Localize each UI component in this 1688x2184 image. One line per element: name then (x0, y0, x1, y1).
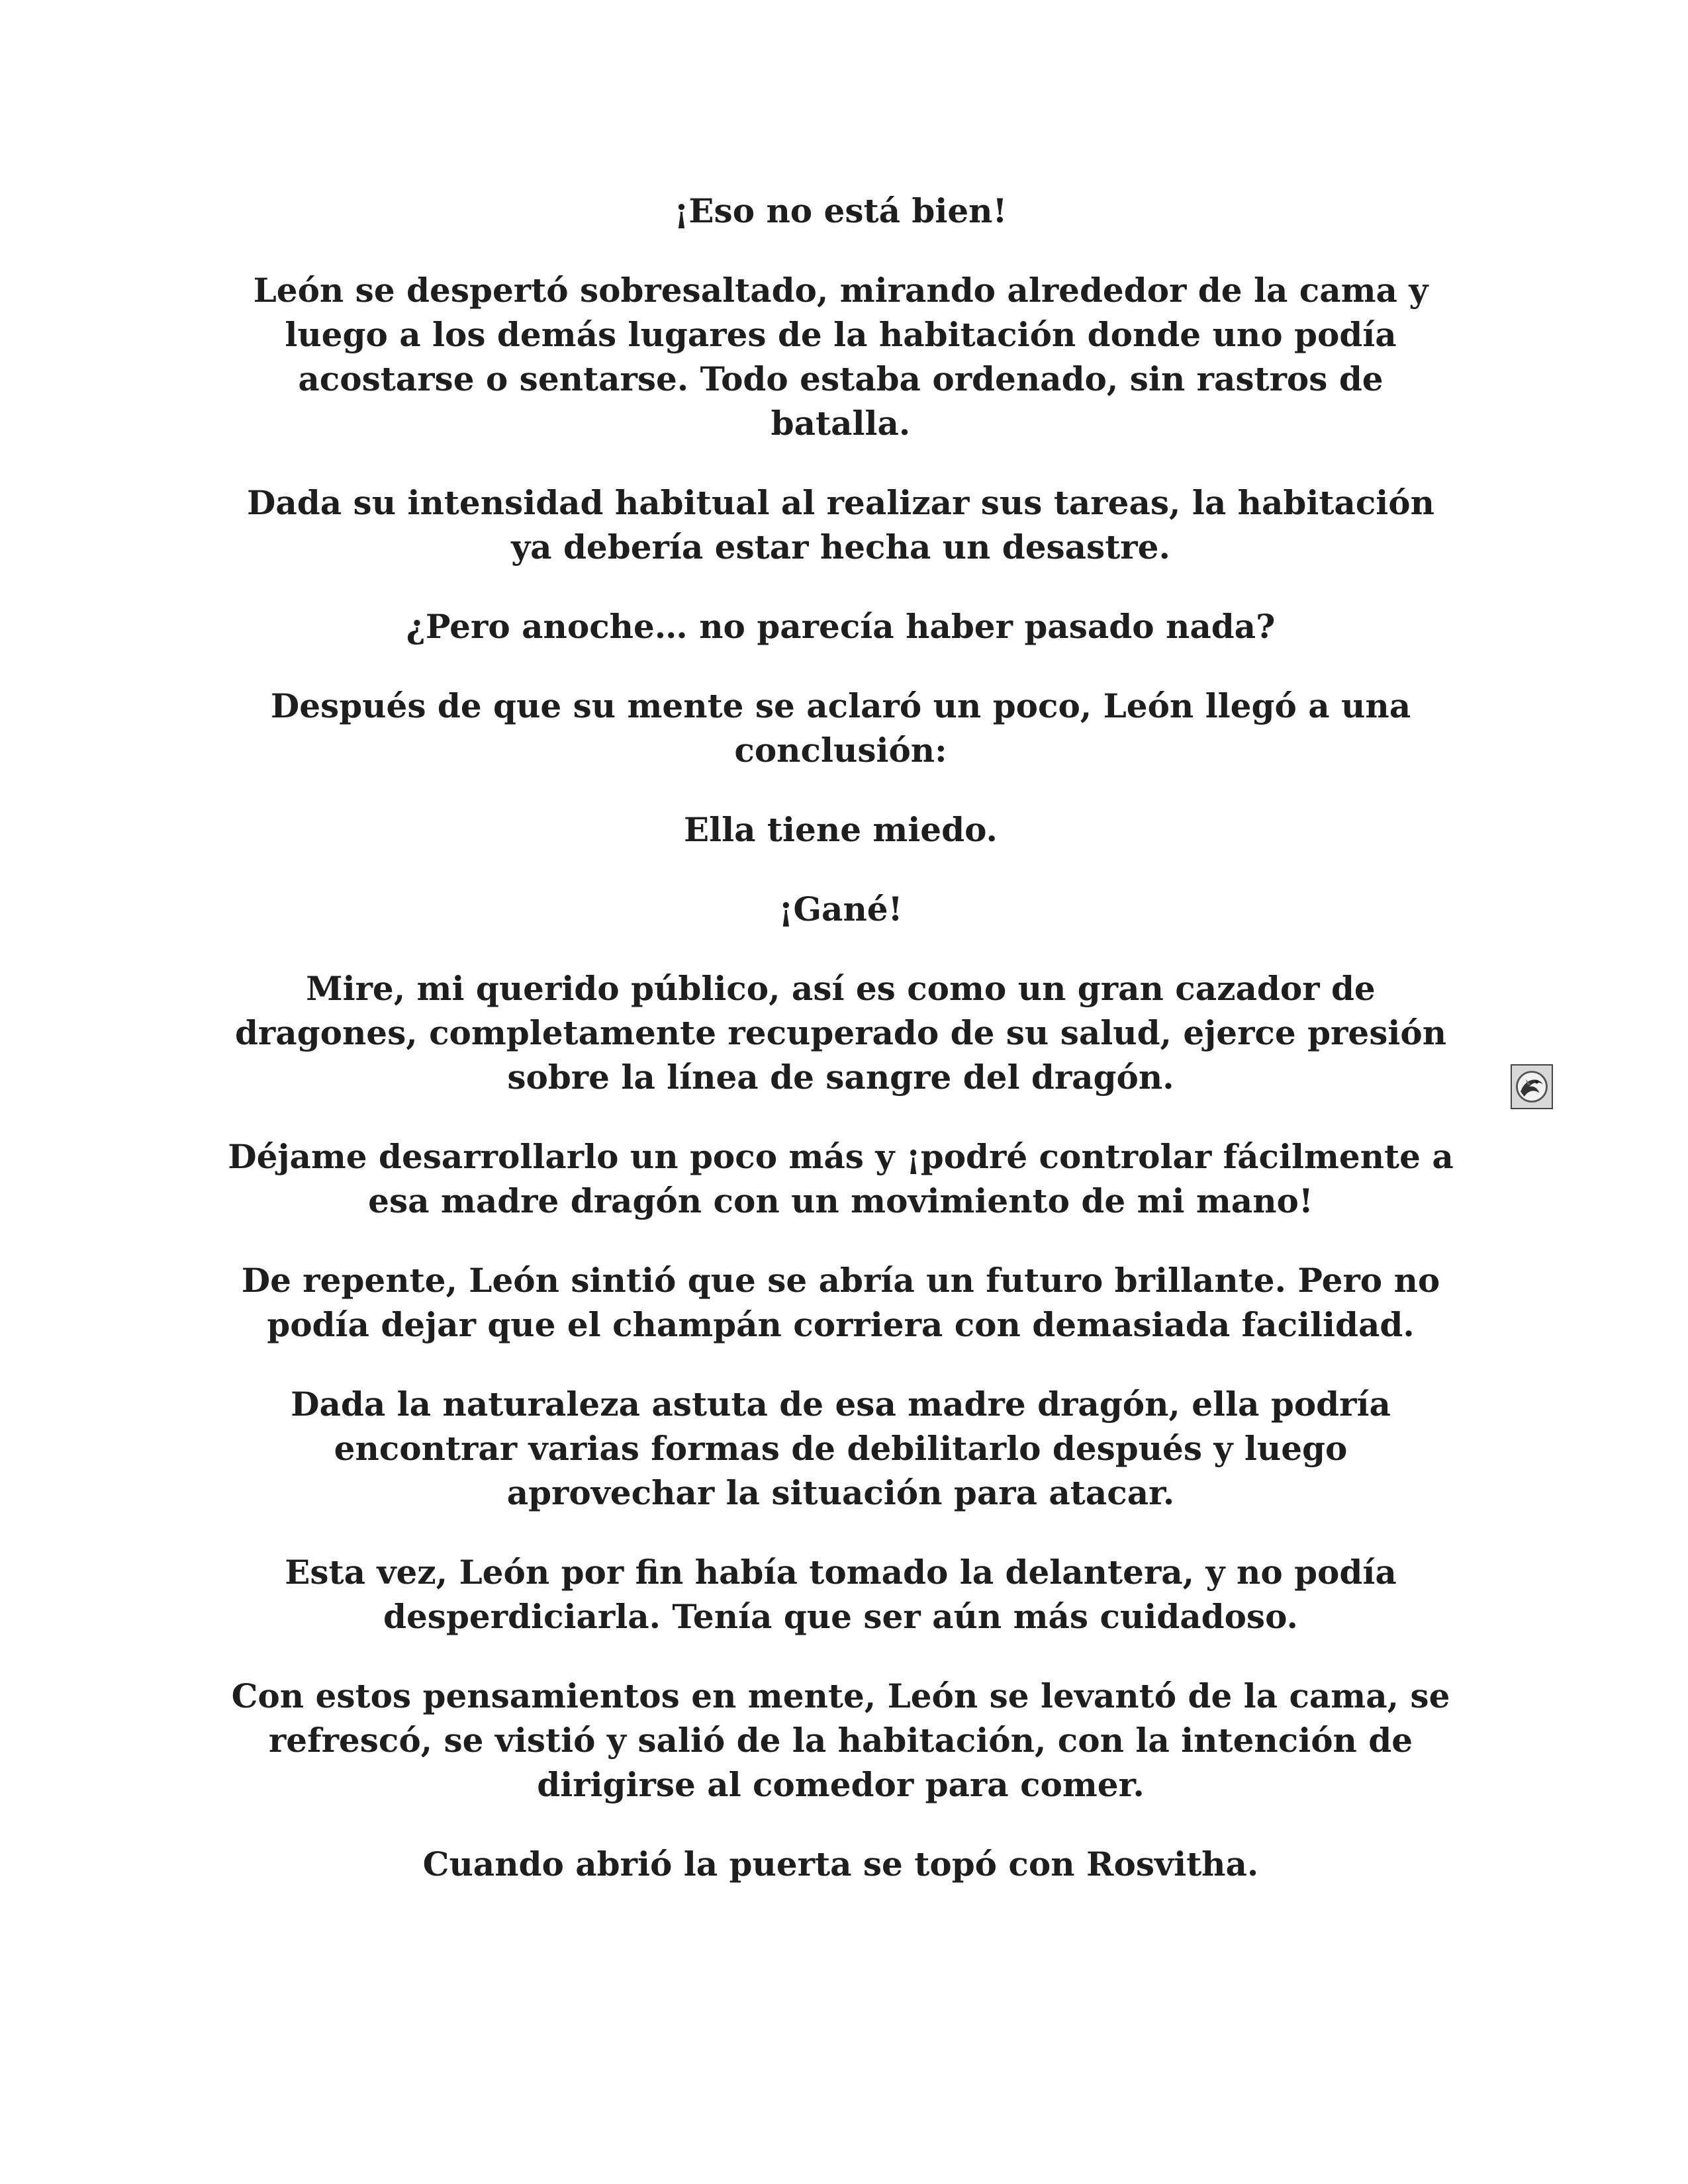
paragraph: León se despertó sobresaltado, mirando alrededor de la cama y luego a los demás lugares de la habitación donde uno podía acostarse o sentarse. Todo estaba ordenado, sin rastros de batalla. (253, 271, 1429, 443)
paragraph: Cuando abrió la puerta se topó con Rosvitha. (422, 1844, 1259, 1884)
paragraph: ¡Gané! (778, 889, 903, 929)
paragraph: Déjame desarrollarlo un poco más y ¡podré controlar fácilmente a esa madre dragón con un movimiento de mi mano! (228, 1137, 1454, 1220)
paragraph: Dada la naturaleza astuta de esa madre dragón, ella podría encontrar varias formas de debilitarlo después y luego aprovechar la situación para atacar. (291, 1385, 1391, 1512)
emblem-icon[interactable] (1511, 1064, 1553, 1109)
paragraph: ¡Eso no está bien! (674, 191, 1008, 230)
paragraph: Después de que su mente se aclaró un poco, León llegó a una conclusión: (270, 686, 1411, 770)
document-body (225, 189, 1456, 1886)
paragraph: ¿Pero anoche… no parecía haber pasado nada? (406, 607, 1276, 646)
paragraph: Ella tiene miedo. (684, 810, 998, 849)
paragraph: Mire, mi querido público, así es como un gran cazador de dragones, completamente recuperado de su salud, ejerce presión sobre la línea de sangre del dragón. (234, 969, 1447, 1097)
paragraph: De repente, León sintió que se abría un futuro brillante. Pero no podía dejar que el champán corriera con demasiada facilidad. (241, 1261, 1440, 1344)
paragraph: Esta vez, León por fin había tomado la delantera, y no podía desperdiciarla. Tenía que ser aún más cuidadoso. (285, 1553, 1397, 1636)
paragraph: Dada su intensidad habitual al realizar sus tareas, la habitación ya debería estar hecha un desastre. (247, 483, 1434, 567)
paragraph: Con estos pensamientos en mente, León se levantó de la cama, se refrescó, se vistió y salió de la habitación, con la intención de dirigirse al comedor para comer. (231, 1676, 1450, 1804)
